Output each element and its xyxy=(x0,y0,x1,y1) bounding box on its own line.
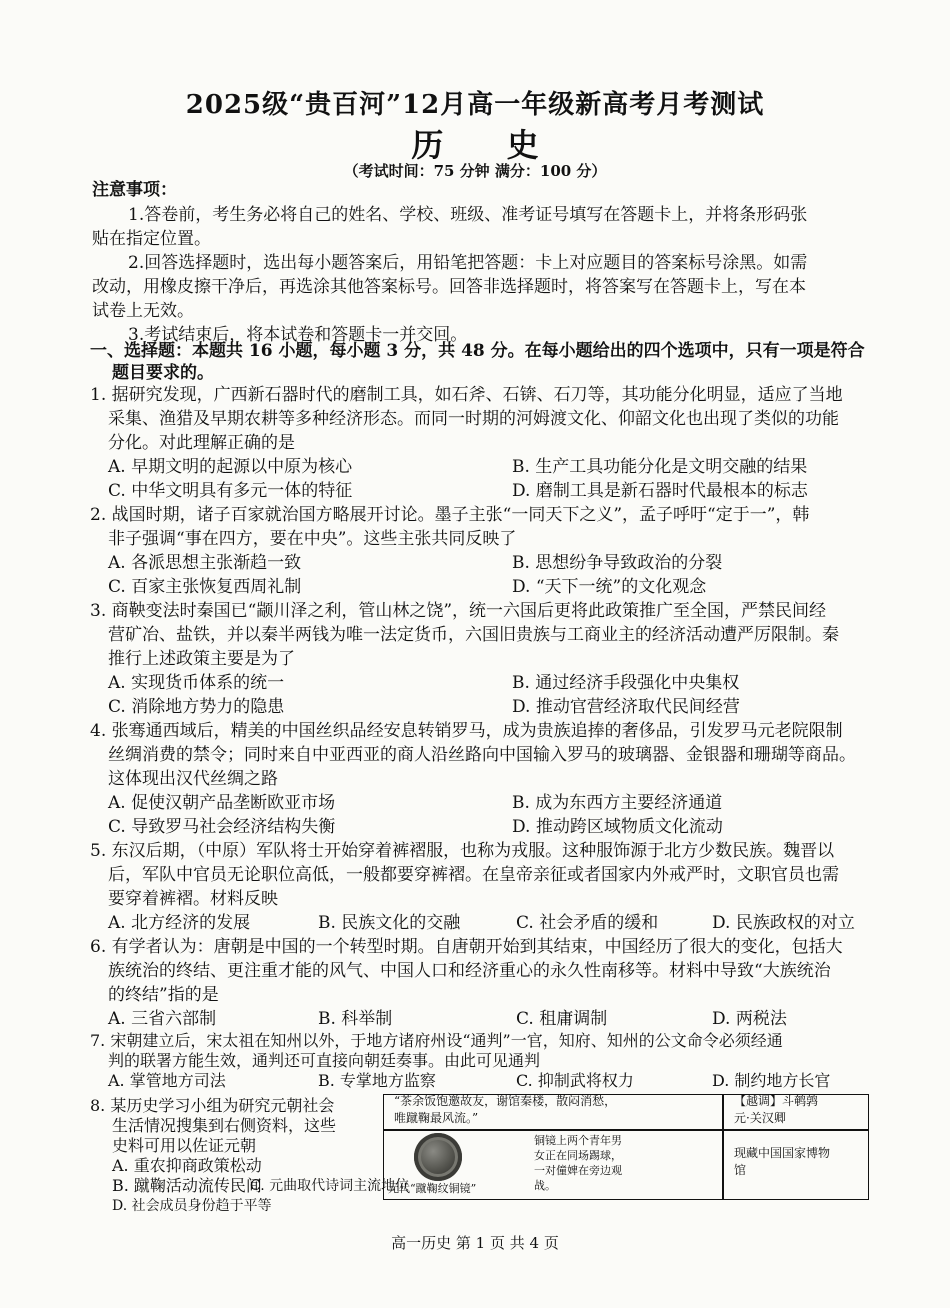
question-stem: 2. 战国时期，诸子百家就治国方略展开讨论。墨子主张“一同天下之义”，孟子呼吁“定于一”，韩 xyxy=(90,505,810,525)
question-stem: 3. 商鞅变法时秦国已“颛川泽之利，管山林之饶”，统一六国后更将此政策推广至全国，严禁民间经 xyxy=(90,601,827,621)
q8-location xyxy=(734,1145,830,1179)
question-stem: 族统治的终结、更注重才能的风气、中国人口和经济重心的永久性南移等。材料中导致“大族统治 xyxy=(108,961,831,981)
notice-line: 1.答卷前，考生务必将自己的姓名、学校、班级、准考证号填写在答题卡上，并将条形码张 xyxy=(128,205,808,225)
q8-source xyxy=(734,1093,818,1127)
option-b[interactable]: B. 科举制 xyxy=(318,1009,393,1029)
question-stem: 6. 有学者认为：唐朝是中国的一个转型时期。自唐朝开始到其结束，中国经历了很大的变化，包括大 xyxy=(90,937,843,957)
question-stem: 史料可用以佐证元朝 xyxy=(112,1136,257,1155)
option-a[interactable]: A. 实现货币体系的统一 xyxy=(108,673,285,693)
question-stem: 生活情况搜集到右侧资料，这些 xyxy=(112,1116,337,1135)
option-a[interactable]: A. 掌管地方司法 xyxy=(108,1071,226,1090)
option-a[interactable]: A. 三省六部制 xyxy=(108,1009,217,1029)
question-stem: 的终结”指的是 xyxy=(108,985,219,1005)
q8-description-line: 女正在同场踢球， xyxy=(534,1149,622,1162)
subject-title: 历 史 xyxy=(411,126,565,164)
option-c[interactable]: C. 百家主张恢复西周礼制 xyxy=(108,577,302,597)
q8-caption: 元代“蹴鞠纹铜镜” xyxy=(388,1182,477,1195)
option-d[interactable]: D. 推动跨区域物质文化流动 xyxy=(512,817,723,837)
option-d[interactable]: D. 社会成员身份趋于平等 xyxy=(112,1198,272,1214)
option-c[interactable]: C. 元曲取代诗词主流地位 xyxy=(250,1178,410,1194)
option-d[interactable]: D. 两税法 xyxy=(712,1009,787,1029)
section-heading: 一、选择题：本题共 16 小题，每小题 3 分，共 48 分。在每小题给出的四个选项中，只有一项是符合 xyxy=(90,341,865,361)
exam-title: 2025级“贵百河”12月高一年级新高考月考测试 xyxy=(185,90,765,120)
question-stem: 4. 张骞通西域后，精美的中国丝织品经安息转销罗马，成为贵族追捧的奢侈品，引发罗马元老院限制 xyxy=(90,721,843,741)
notice-line: 贴在指定位置。 xyxy=(92,229,211,249)
option-d[interactable]: D. 磨制工具是新石器时代最根本的标志 xyxy=(512,481,808,501)
section-heading-cont: 题目要求的。 xyxy=(112,363,214,383)
notice-line: 试卷上无效。 xyxy=(92,301,194,321)
option-c[interactable]: C. 消除地方势力的隐患 xyxy=(108,697,285,717)
option-b[interactable]: B. 思想纷争导致政治的分裂 xyxy=(512,553,723,573)
question-stem: 后，军队中官员无论职位高低，一般都要穿裤褶。在皇帝亲征或者国家内外戒严时，文职官员也需 xyxy=(108,865,839,885)
option-b[interactable]: B. 专掌地方监察 xyxy=(318,1071,436,1090)
option-c[interactable]: C. 抑制武将权力 xyxy=(516,1071,634,1090)
question-stem: 1. 据研究发现，广西新石器时代的磨制工具，如石斧、石锛、石刀等，其功能分化明显，适应了当地 xyxy=(90,385,843,405)
bronze-mirror-image xyxy=(414,1133,462,1181)
question-stem: 7. 宋朝建立后，宋太祖在知州以外，于地方诸府州设“通判”一官，知府、知州的公文命令必须经通 xyxy=(90,1031,783,1050)
option-d[interactable]: D. 推动官营经济取代民间经营 xyxy=(512,697,740,717)
question-stem: 推行上述政策主要是为了 xyxy=(108,649,295,669)
q8-description-line: 战。 xyxy=(534,1179,556,1192)
question-stem: 分化。对此理解正确的是 xyxy=(108,433,295,453)
option-b[interactable]: B. 通过经济手段强化中央集权 xyxy=(512,673,740,693)
option-d[interactable]: D. 制约地方长官 xyxy=(712,1071,831,1090)
option-d[interactable]: D. “天下一统”的文化观念 xyxy=(512,577,707,597)
option-b[interactable]: B. 蹴鞠活动流传民间 xyxy=(112,1176,262,1195)
notice-heading: 注意事项： xyxy=(92,180,177,200)
q8-description xyxy=(534,1133,622,1193)
q8-location-line: 现藏中国国家博物 xyxy=(734,1146,831,1160)
q8-description-line: 铜镜上两个青年男 xyxy=(534,1134,622,1147)
option-a[interactable]: A. 促使汉朝产品垄断欧亚市场 xyxy=(108,793,336,813)
notice-line: 3.考试结束后，将本试卷和答题卡一并交回。 xyxy=(128,325,468,345)
question-stem: 8. 某历史学习小组为研究元朝社会 xyxy=(90,1096,335,1115)
q8-quote-line: 唯蹴鞠最风流。” xyxy=(394,1111,479,1125)
q8-quote xyxy=(394,1093,616,1127)
notice-line: 改动，用橡皮擦干净后，再选涂其他答案标号。回答非选择题时，将答案写在答题卡上，写在本 xyxy=(92,277,806,297)
option-a[interactable]: A. 北方经济的发展 xyxy=(108,913,251,933)
question-stem: 这体现出汉代丝绸之路 xyxy=(108,769,278,789)
option-a[interactable]: A. 早期文明的起源以中原为核心 xyxy=(108,457,353,477)
question-stem: 采集、渔猎及早期农耕等多种经济形态。而同一时期的河姆渡文化、仰韶文化也出现了类似的功能 xyxy=(108,409,839,429)
q8-material-table xyxy=(383,1094,869,1200)
option-a[interactable]: A. 重农抑商政策松动 xyxy=(112,1156,262,1175)
option-c[interactable]: C. 导致罗马社会经济结构失衡 xyxy=(108,817,336,837)
option-d[interactable]: D. 民族政权的对立 xyxy=(712,913,855,933)
option-b[interactable]: B. 民族文化的交融 xyxy=(318,913,461,933)
question-stem: 非子强调“事在四方，要在中央”。这些主张共同反映了 xyxy=(108,529,517,549)
option-c[interactable]: C. 租庸调制 xyxy=(516,1009,608,1029)
option-b[interactable]: B. 生产工具功能分化是文明交融的结果 xyxy=(512,457,808,477)
option-a[interactable]: A. 各派思想主张渐趋一致 xyxy=(108,553,302,573)
notice-line: 2.回答选择题时，选出每小题答案后，用铅笔把答题：卡上对应题目的答案标号涂黑。如需 xyxy=(128,253,808,273)
q8-source-line: 【越调】斗鹌鹑 xyxy=(734,1094,819,1108)
option-b[interactable]: B. 成为东西方主要经济通道 xyxy=(512,793,723,813)
q8-quote-line: “茶余饭饱邀故友，谢馆秦楼，散闷消愁， xyxy=(394,1094,617,1108)
question-stem: 营矿冶、盐铁，并以秦半两钱为唯一法定货币，六国旧贵族与工商业主的经济活动遭严厉限制。秦 xyxy=(108,625,839,645)
exam-info: （考试时间：75 分钟 满分：100 分） xyxy=(343,162,607,180)
option-c[interactable]: C. 社会矛盾的缓和 xyxy=(516,913,659,933)
question-stem: 5. 东汉后期，（中原）军队将士开始穿着裤褶服，也称为戎服。这种服饰源于北方少数民族。魏晋以 xyxy=(90,841,835,861)
page-footer: 高一历史 第 1 页 共 4 页 xyxy=(391,1234,559,1252)
question-stem: 要穿着裤褶。材料反映 xyxy=(108,889,278,909)
question-stem: 判的联署方能生效，通判还可直接向朝廷奏事。由此可见通判 xyxy=(108,1051,541,1070)
option-c[interactable]: C. 中华文明具有多元一体的特征 xyxy=(108,481,353,501)
question-stem: 丝绸消费的禁令；同时来自中亚西亚的商人沿丝路向中国输入罗马的玻璃器、金银器和珊瑚等商品。 xyxy=(108,745,856,765)
q8-location-line: 馆 xyxy=(734,1163,747,1177)
q8-source-line: 元·关汉卿 xyxy=(734,1111,786,1125)
q8-description-line: 一对僮婢在旁边观 xyxy=(534,1164,622,1177)
